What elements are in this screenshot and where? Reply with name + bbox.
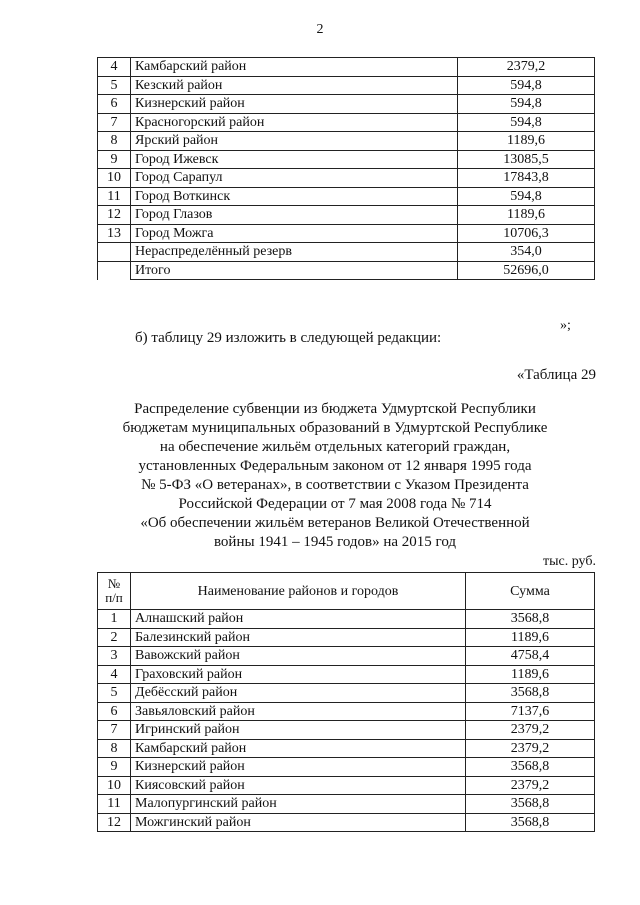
row-number: 8 bbox=[98, 132, 131, 151]
heading-line: «Об обеспечении жильём ветеранов Великой Отечественной bbox=[140, 515, 530, 531]
row-sum: 1189,6 bbox=[466, 628, 595, 647]
table-continuation bbox=[97, 57, 595, 280]
row-name: Город Ижевск bbox=[131, 150, 458, 169]
row-name: Балезинский район bbox=[131, 628, 466, 647]
heading-line: бюджетам муниципальных образований в Удмуртской Республике bbox=[122, 420, 548, 436]
row-sum: 3568,8 bbox=[466, 610, 595, 629]
row-name: Красногорский район bbox=[131, 113, 458, 132]
row-number: 6 bbox=[98, 95, 131, 114]
table-29 bbox=[97, 572, 595, 832]
row-name: Нераспределённый резерв bbox=[131, 243, 458, 262]
table-label: «Таблица 29 bbox=[516, 367, 596, 383]
heading-line: установленных Федеральным законом от 12 января 1995 года bbox=[138, 458, 532, 474]
table-row bbox=[98, 610, 595, 629]
header-num: № п/п bbox=[98, 573, 131, 610]
page-number: 2 bbox=[316, 22, 324, 37]
row-number: 10 bbox=[98, 169, 131, 188]
row-number bbox=[98, 243, 131, 262]
table-row bbox=[98, 76, 595, 95]
row-number: 13 bbox=[98, 224, 131, 243]
row-number: 10 bbox=[98, 776, 131, 795]
table-row bbox=[98, 739, 595, 758]
row-name: Камбарский район bbox=[131, 58, 458, 77]
row-sum: 2379,2 bbox=[466, 721, 595, 740]
heading-line: Российской Федерации от 7 мая 2008 года № 714 bbox=[178, 496, 492, 512]
header-sum: Сумма bbox=[466, 573, 595, 610]
instruction-text: б) таблицу 29 изложить в следующей редакции: bbox=[135, 330, 442, 346]
row-number: 9 bbox=[98, 150, 131, 169]
row-sum: 1189,6 bbox=[458, 206, 595, 225]
table-row bbox=[98, 647, 595, 666]
row-sum: 594,8 bbox=[458, 113, 595, 132]
row-name: Кизнерский район bbox=[131, 758, 466, 777]
row-name: Кезский район bbox=[131, 76, 458, 95]
table-row bbox=[98, 776, 595, 795]
row-sum: 1189,6 bbox=[466, 665, 595, 684]
row-name: Город Воткинск bbox=[131, 187, 458, 206]
row-name: Город Сарапул bbox=[131, 169, 458, 188]
row-name: Город Глазов bbox=[131, 206, 458, 225]
row-number: 4 bbox=[98, 58, 131, 77]
row-sum: 1189,6 bbox=[458, 132, 595, 151]
row-sum: 4758,4 bbox=[466, 647, 595, 666]
row-sum: 2379,2 bbox=[466, 739, 595, 758]
table-row bbox=[98, 58, 595, 77]
row-name: Алнашский район bbox=[131, 610, 466, 629]
table-row bbox=[98, 628, 595, 647]
row-name: Завьяловский район bbox=[131, 702, 466, 721]
heading-line: на обеспечение жильём отдельных категорий граждан, bbox=[159, 439, 511, 455]
row-sum: 594,8 bbox=[458, 95, 595, 114]
row-number: 9 bbox=[98, 758, 131, 777]
row-number: 11 bbox=[98, 795, 131, 814]
row-name: Малопургинский район bbox=[131, 795, 466, 814]
closing-quote: »; bbox=[560, 318, 571, 333]
table-row bbox=[98, 758, 595, 777]
row-name: Игринский район bbox=[131, 721, 466, 740]
row-name: Город Можга bbox=[131, 224, 458, 243]
table-row bbox=[98, 795, 595, 814]
table-row bbox=[98, 721, 595, 740]
row-name: Ярский район bbox=[131, 132, 458, 151]
table-row bbox=[98, 150, 595, 169]
row-number bbox=[98, 261, 131, 280]
table-row bbox=[98, 813, 595, 832]
heading-line: войны 1941 – 1945 годов» на 2015 год bbox=[213, 534, 457, 550]
row-name: Итого bbox=[131, 261, 458, 280]
table-row bbox=[98, 132, 595, 151]
row-sum: 594,8 bbox=[458, 187, 595, 206]
row-sum: 10706,3 bbox=[458, 224, 595, 243]
row-number: 12 bbox=[98, 813, 131, 832]
row-sum: 17843,8 bbox=[458, 169, 595, 188]
row-sum: 2379,2 bbox=[458, 58, 595, 77]
row-sum: 594,8 bbox=[458, 76, 595, 95]
table-row bbox=[98, 665, 595, 684]
heading-line: Распределение субвенции из бюджета Удмуртской Республики bbox=[134, 401, 536, 417]
row-name: Граховский район bbox=[131, 665, 466, 684]
row-sum: 7137,6 bbox=[466, 702, 595, 721]
row-number: 2 bbox=[98, 628, 131, 647]
table-row bbox=[98, 702, 595, 721]
table-row bbox=[98, 243, 595, 262]
row-name: Дебёсский район bbox=[131, 684, 466, 703]
table-row bbox=[98, 169, 595, 188]
table-heading bbox=[100, 400, 570, 552]
heading-line: № 5-ФЗ «О ветеранах», в соответствии с Указом Президента bbox=[141, 477, 529, 493]
row-sum: 3568,8 bbox=[466, 758, 595, 777]
row-sum: 3568,8 bbox=[466, 813, 595, 832]
table-header-row bbox=[98, 573, 595, 610]
header-name: Наименование районов и городов bbox=[131, 573, 466, 610]
row-sum: 3568,8 bbox=[466, 795, 595, 814]
row-number: 5 bbox=[98, 684, 131, 703]
row-name: Кизнерский район bbox=[131, 95, 458, 114]
row-number: 7 bbox=[98, 113, 131, 132]
table-row bbox=[98, 95, 595, 114]
row-name: Можгинский район bbox=[131, 813, 466, 832]
table-row bbox=[98, 187, 595, 206]
row-number: 5 bbox=[98, 76, 131, 95]
row-sum: 3568,8 bbox=[466, 684, 595, 703]
row-number: 1 bbox=[98, 610, 131, 629]
row-name: Вавожский район bbox=[131, 647, 466, 666]
units-label: тыс. руб. bbox=[543, 554, 596, 569]
row-sum: 13085,5 bbox=[458, 150, 595, 169]
table-row bbox=[98, 206, 595, 225]
row-number: 8 bbox=[98, 739, 131, 758]
row-number: 4 bbox=[98, 665, 131, 684]
row-sum: 52696,0 bbox=[458, 261, 595, 280]
table-row bbox=[98, 261, 595, 280]
row-number: 7 bbox=[98, 721, 131, 740]
row-number: 11 bbox=[98, 187, 131, 206]
row-name: Киясовский район bbox=[131, 776, 466, 795]
table-row bbox=[98, 113, 595, 132]
table-row bbox=[98, 684, 595, 703]
row-sum: 354,0 bbox=[458, 243, 595, 262]
row-number: 6 bbox=[98, 702, 131, 721]
table-row bbox=[98, 224, 595, 243]
row-number: 12 bbox=[98, 206, 131, 225]
row-sum: 2379,2 bbox=[466, 776, 595, 795]
row-number: 3 bbox=[98, 647, 131, 666]
row-name: Камбарский район bbox=[131, 739, 466, 758]
